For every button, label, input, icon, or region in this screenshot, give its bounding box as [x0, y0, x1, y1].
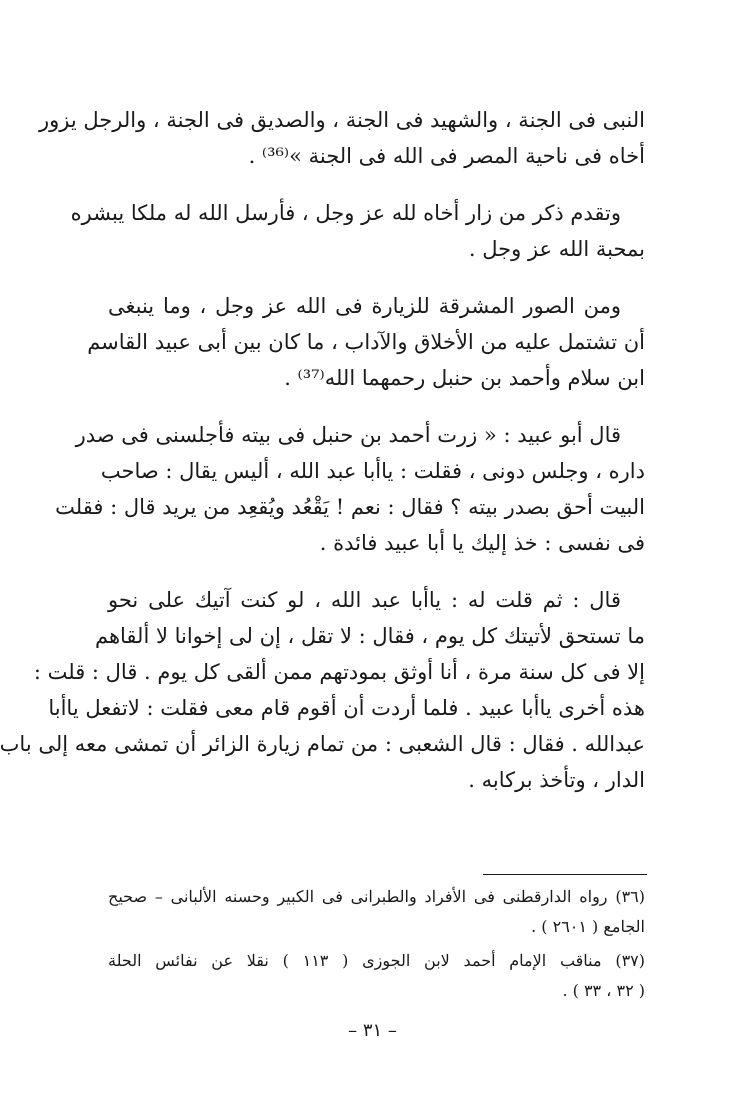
text-line: ما تستحق لأتيتك كل يوم ، فقال : لا تقل ، إن لى إخوانا لا ألقاهم — [94, 624, 645, 648]
text-line: ابن سلام وأحمد بن حنبل رحمهما الله⁽³⁷⁾ . — [284, 366, 645, 390]
paragraph-1 — [39, 102, 645, 174]
text-line: عبدالله . فقال : قال الشعبى : من تمام زيارة الزائر أن تمشى معه إلى باب — [0, 732, 645, 756]
paragraph-5 — [0, 582, 645, 798]
main-text — [0, 102, 645, 819]
text-line: البيت أحق بصدر بيته ؟ فقال : نعم ! يَقْعُد ويُقعِد من يريد قال : فقلت — [55, 495, 645, 519]
footnote-divider — [483, 874, 647, 875]
footnote-36 — [108, 882, 645, 942]
paragraph-4 — [55, 417, 645, 561]
text-line: الدار ، وتأخذ بركابه . — [468, 768, 645, 792]
text-line: فى نفسى : خذ إليك يا أبا عبيد فائدة . — [319, 531, 645, 555]
text-line: قال أبو عبيد : « زرت أحمد بن حنبل فى بيته فأجلسنى فى صدر — [75, 423, 621, 447]
page-number: – ٣١ – — [348, 1020, 397, 1041]
text-line: وتقدم ذكر من زار أخاه لله عز وجل ، فأرسل الله له ملكا يبشره — [70, 201, 621, 225]
text-line: أن تشتمل عليه من الأخلاق والآداب ، ما كان بين أبى عبيد القاسم — [87, 330, 645, 354]
footnote-line: الجامع ( ٢٦٠١ ) . — [531, 917, 645, 936]
text-line: ومن الصور المشرقة للزيارة فى الله عز وجل ، وما ينبغى — [108, 294, 621, 318]
paragraph-2 — [70, 195, 645, 267]
footnote-line: ( ٣٢ ، ٣٣ ) . — [562, 981, 645, 1000]
text-line: قال : ثم قلت له : ياأبا عبد الله ، لو كنت آتيك على نحو — [108, 588, 621, 612]
text-line: أخاه فى ناحية المصر فى الله فى الجنة »⁽³⁶⁾ . — [248, 144, 645, 168]
paragraph-3 — [87, 288, 645, 396]
footnote-line: (٣٧) مناقب الإمام أحمد لابن الجوزى ( ١١٣ ) نقلا عن نفائس الحلة — [108, 951, 646, 970]
footnote-line: (٣٦) رواه الدارقطنى فى الأفراد والطبرانى فى الكبير وحسنه الألبانى – صحيح — [108, 887, 645, 906]
text-line: إلا فى كل سنة مرة ، أنا أوثق بمودتهم ممن ألقى كل يوم . قال : قلت : — [33, 660, 645, 684]
footnotes — [108, 882, 645, 1010]
text-line: بمحبة الله عز وجل . — [468, 237, 645, 261]
text-line: النبى فى الجنة ، والشهيد فى الجنة ، والصديق فى الجنة ، والرجل يزور — [39, 108, 645, 132]
footnote-37 — [108, 946, 645, 1006]
text-line: داره ، وجلس دونى ، فقلت : ياأبا عبد الله ، أليس يقال : صاحب — [100, 459, 645, 483]
text-line: هذه أخرى ياأبا عبيد . فلما أردت أن أقوم قام معى فقلت : لاتفعل ياأبا — [48, 696, 645, 720]
